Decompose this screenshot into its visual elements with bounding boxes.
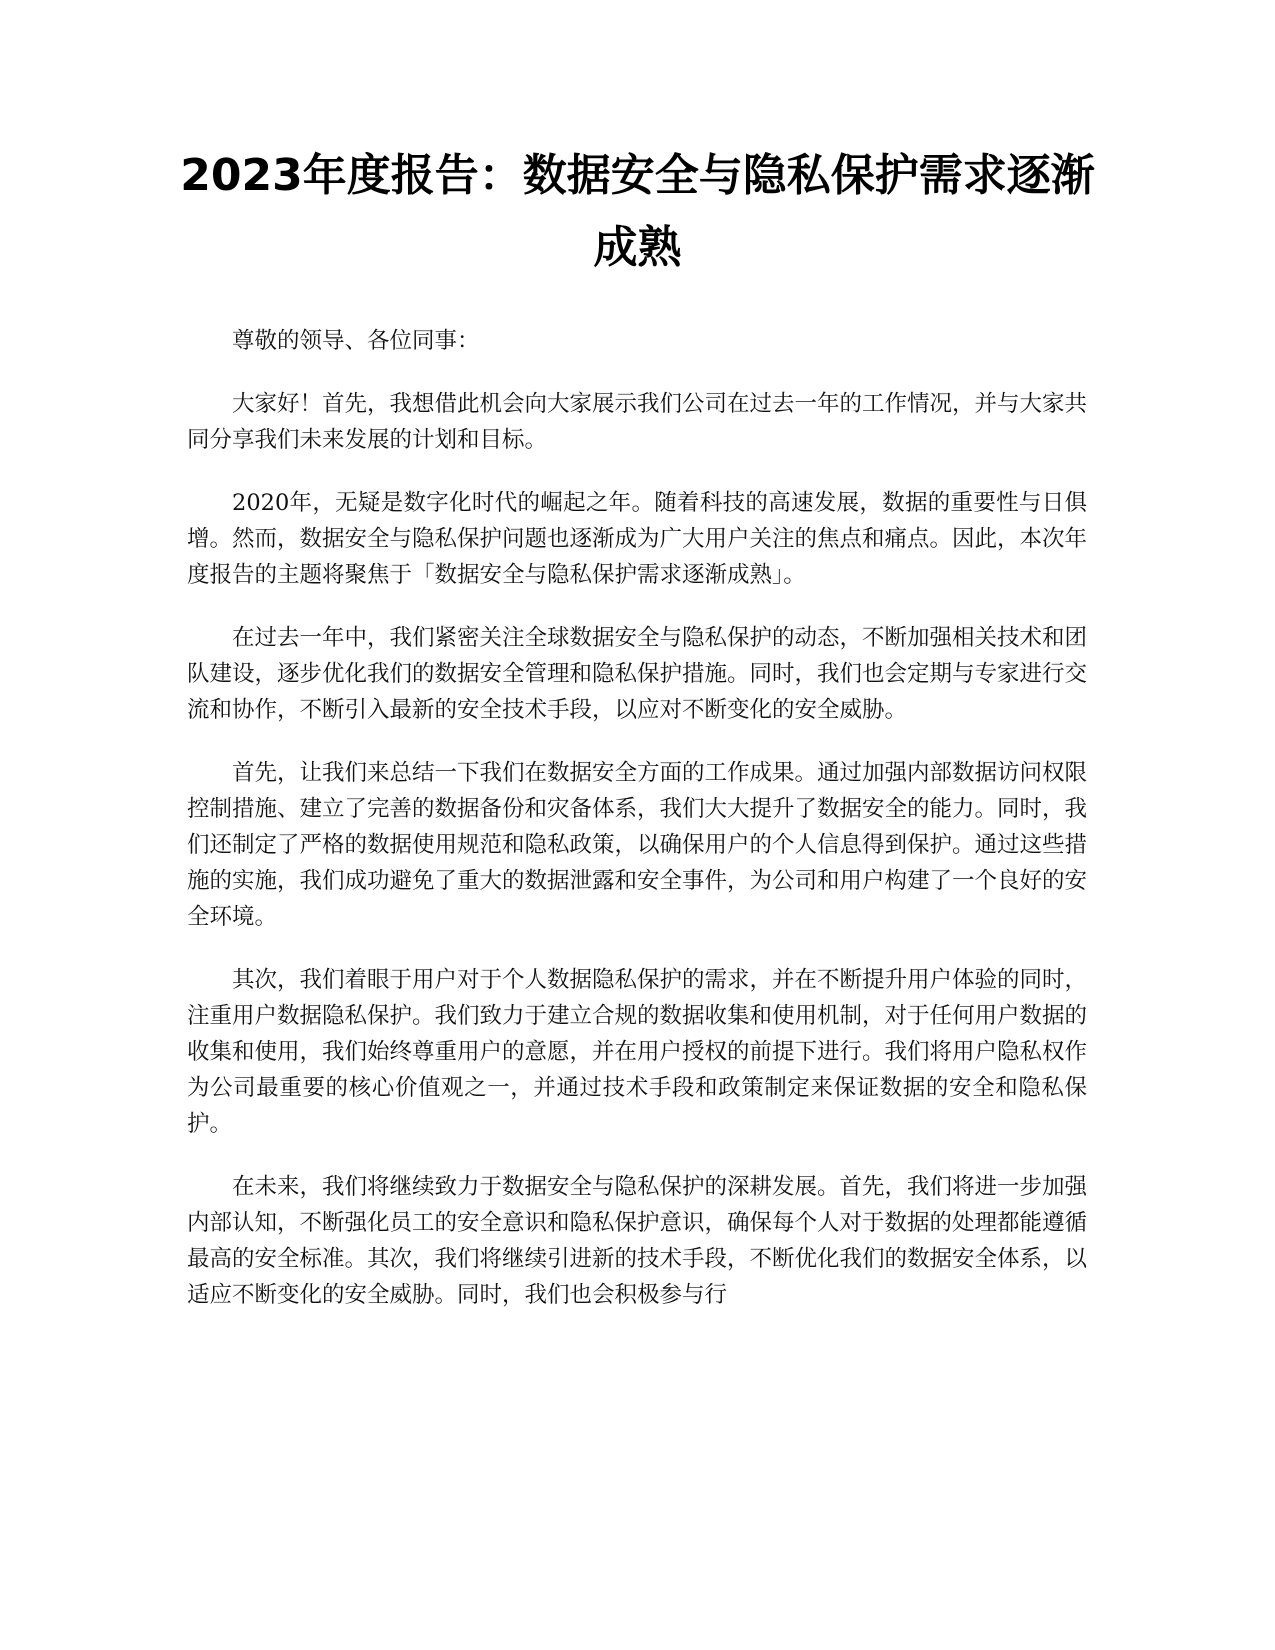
paragraph-greeting: 大家好！首先，我想借此机会向大家展示我们公司在过去一年的工作情况，并与大家共同分享我们未来发展的计划和目标。 xyxy=(187,391,1088,453)
document-body xyxy=(187,323,1087,1340)
paragraph-salutation: 尊敬的领导、各位同事： xyxy=(232,328,480,354)
paragraph-data-security-results: 首先，让我们来总结一下我们在数据安全方面的工作成果。通过加强内部数据访问权限控制措施、建立了完善的数据备份和灾备体系，我们大大提升了数据安全的能力。同时，我们还制定了严格的数据使用规范和隐私政策，以确保用户的个人信息得到保护。通过这些措施的实施，我们成功避免了重大的数据泄露和安全事件，为公司和用户构建了一个良好的安全环境。 xyxy=(187,760,1088,930)
document-title: 2023年度报告：数据安全与隐私保护需求逐渐成熟 xyxy=(180,150,1095,273)
paragraph-user-privacy: 其次，我们着眼于用户对于个人数据隐私保护的需求，并在不断提升用户体验的同时，注重用户数据隐私保护。我们致力于建立合规的数据收集和使用机制，对于任何用户数据的收集和使用，我们始终尊重用户的意愿，并在用户授权的前提下进行。我们将用户隐私权作为公司最重要的核心价值观之一，并通过技术手段和政策制定来保证数据的安全和隐私保护。 xyxy=(187,967,1088,1137)
paragraph-past-year: 在过去一年中，我们紧密关注全球数据安全与隐私保护的动态，不断加强相关技术和团队建设，逐步优化我们的数据安全管理和隐私保护措施。同时，我们也会定期与专家进行交流和协作，不断引入最新的安全技术手段，以应对不断变化的安全威胁。 xyxy=(187,625,1088,723)
paragraph-theme: 2020年，无疑是数字化时代的崛起之年。随着科技的高速发展，数据的重要性与日俱增。然而，数据安全与隐私保护问题也逐渐成为广大用户关注的焦点和痛点。因此，本次年度报告的主题将聚焦于「数据安全与隐私保护需求逐渐成熟」。 xyxy=(187,490,1088,588)
paragraph-future-plans: 在未来，我们将继续致力于数据安全与隐私保护的深耕发展。首先，我们将进一步加强内部认知，不断强化员工的安全意识和隐私保护意识，确保每个人对于数据的处理都能遵循最高的安全标准。其次，我们将继续引进新的技术手段，不断优化我们的数据安全体系，以适应不断变化的安全威胁。同时，我们也会积极参与行 xyxy=(187,1174,1088,1308)
